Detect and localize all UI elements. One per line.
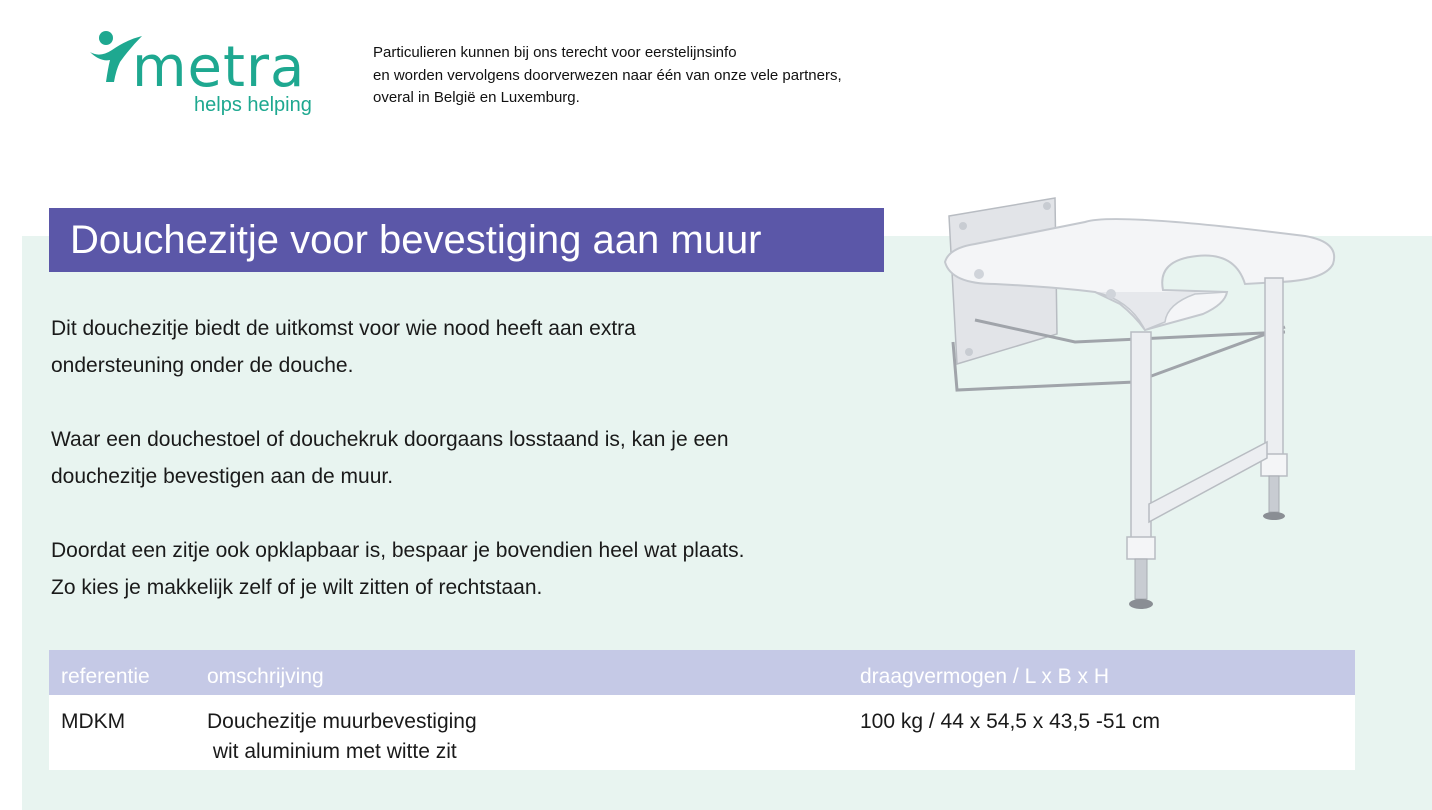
description bbox=[51, 310, 871, 643]
metra-logo bbox=[86, 28, 336, 128]
spec-table bbox=[49, 650, 1355, 770]
table-header bbox=[49, 650, 1355, 695]
paragraph-line: Dit douchezitje biedt de uitkomst voor wie nood heeft aan extra bbox=[51, 317, 636, 340]
header-draagvermogen: draagvermogen / L x B x H bbox=[860, 665, 1110, 688]
paragraph-line: Waar een douchestoel of douchekruk doorgaans losstaand is, kan je een bbox=[51, 428, 729, 451]
cell-omschrijving-line: Douchezitje muurbevestiging bbox=[207, 710, 477, 733]
paragraph-line: ondersteuning onder de douche. bbox=[51, 354, 354, 377]
intro-text bbox=[373, 42, 842, 110]
cell-omschrijving-line: wit aluminium met witte zit bbox=[207, 740, 457, 763]
paragraph bbox=[51, 310, 871, 384]
cell-draagvermogen: 100 kg / 44 x 54,5 x 43,5 -51 cm bbox=[860, 710, 1161, 733]
shower-seat-image bbox=[935, 192, 1355, 622]
page-title: Douchezitje voor bevestiging aan muur bbox=[49, 208, 884, 272]
paragraph bbox=[51, 421, 871, 495]
intro-line: Particulieren kunnen bij ons terecht voor eerstelijnsinfo bbox=[373, 44, 737, 61]
header-referentie: referentie bbox=[61, 665, 150, 688]
intro-line: overal in België en Luxemburg. bbox=[373, 89, 580, 106]
paragraph-line: douchezitje bevestigen aan de muur. bbox=[51, 465, 394, 488]
brand-tagline: helps helping bbox=[194, 94, 312, 116]
paragraph-line: Zo kies je makkelijk zelf of je wilt zitten of rechtstaan. bbox=[51, 576, 543, 599]
header-omschrijving: omschrijving bbox=[207, 665, 324, 688]
intro-line: en worden vervolgens doorverwezen naar één van onze vele partners, bbox=[373, 66, 842, 84]
cell-referentie: MDKM bbox=[61, 710, 126, 733]
brand-name: metra bbox=[132, 35, 306, 100]
paragraph-line: Doordat een zitje ook opklapbaar is, bespaar je bovendien heel wat plaats. bbox=[51, 539, 745, 562]
paragraph bbox=[51, 532, 871, 606]
